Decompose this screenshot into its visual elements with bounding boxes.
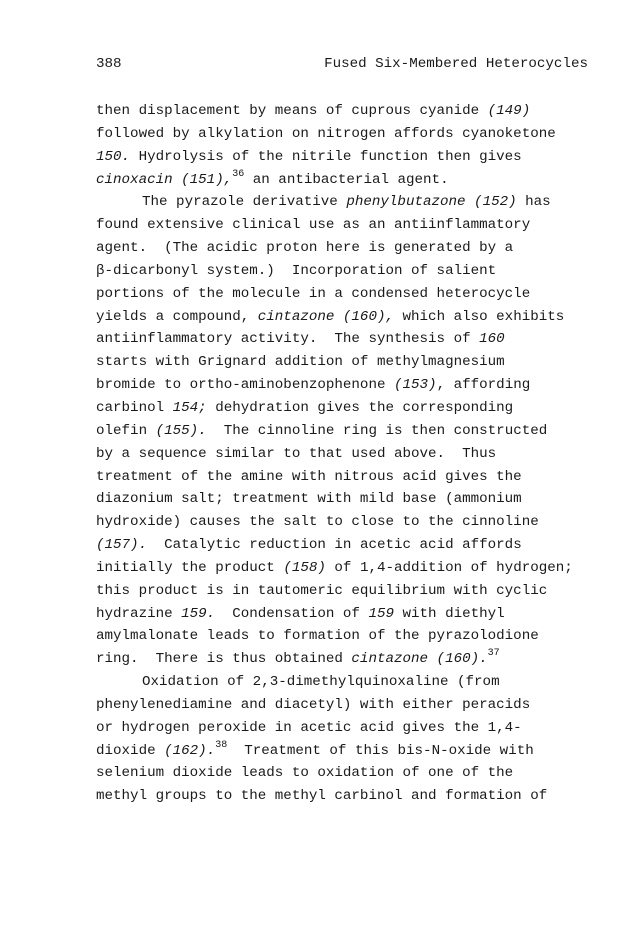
text-segment: The pyrazole derivative	[142, 194, 347, 211]
text-line	[96, 328, 616, 351]
text-segment: starts with Grignard addition of methylmagnesium	[96, 354, 505, 371]
reference-superscript: 37	[487, 648, 500, 660]
text-segment: , affording	[436, 377, 531, 394]
text-segment: by a sequence similar to that used above. Thus	[96, 445, 497, 462]
italic-text: cintazone (160),	[257, 308, 394, 325]
text-segment: this product is in tautomeric equilibrium with cyclic	[96, 582, 548, 599]
text-line	[96, 374, 616, 397]
text-line	[96, 740, 616, 763]
italic-text: 159.	[181, 605, 216, 622]
italic-text: 160	[479, 331, 505, 348]
text-segment: portions of the molecule in a condensed heterocycle	[96, 285, 531, 302]
text-line	[96, 762, 616, 785]
text-segment: Catalytic reduction in acetic acid affords	[147, 537, 522, 554]
text-segment: Oxidation of 2,3-dimethylquinoxaline (from	[142, 674, 500, 691]
text-segment: methyl groups to the methyl carbinol and formation of	[96, 788, 548, 805]
text-segment: antiinflammatory activity. The synthesis of	[96, 331, 480, 348]
text-line	[96, 214, 616, 237]
text-line	[96, 351, 616, 374]
text-segment: diazonium salt; treatment with mild base (ammonium	[96, 491, 522, 508]
text-segment: an antibacterial agent.	[244, 171, 449, 188]
italic-text: 159	[368, 605, 394, 622]
text-line	[96, 443, 616, 466]
text-line	[96, 397, 616, 420]
body-text	[96, 100, 616, 808]
text-line	[96, 146, 616, 169]
text-segment: has	[516, 194, 551, 211]
text-segment: hydrazine	[96, 605, 182, 622]
text-line	[96, 123, 616, 146]
text-segment: followed by alkylation on nitrogen affords cyanoketone	[96, 125, 556, 142]
italic-text: (153)	[394, 377, 437, 394]
text-segment: agent. (The acidic proton here is generated by a	[96, 240, 514, 257]
text-line	[96, 488, 616, 511]
page-header	[96, 56, 588, 76]
text-line	[96, 100, 616, 123]
text-segment: selenium dioxide leads to oxidation of one of the	[96, 765, 514, 782]
text-segment: olefin	[96, 422, 156, 439]
text-line	[96, 625, 616, 648]
text-segment: or hydrogen peroxide in acetic acid gives the 1,4-	[96, 719, 522, 736]
text-line	[96, 694, 616, 717]
text-segment: of 1,4-addition of hydrogen;	[325, 559, 573, 576]
text-segment: The cinnoline ring is then constructed	[206, 422, 548, 439]
text-segment: Hydrolysis of the nitrile function then gives	[130, 148, 522, 165]
italic-text: (157).	[96, 537, 148, 554]
italic-text: 154;	[172, 399, 207, 416]
text-segment: phenylenediamine and diacetyl) with either peracids	[96, 696, 531, 713]
text-line	[96, 717, 616, 740]
text-segment: then displacement by means of cuprous cyanide	[96, 103, 488, 119]
italic-text: (155).	[155, 422, 207, 439]
text-line	[96, 580, 616, 603]
text-segment: hydroxide) causes the salt to close to the cinnoline	[96, 514, 539, 531]
text-segment: Condensation of	[215, 605, 369, 622]
text-line	[96, 191, 616, 214]
text-segment: initially the product	[96, 559, 284, 576]
text-line	[96, 306, 616, 329]
italic-text: phenylbutazone (152)	[346, 194, 517, 211]
text-segment: amylmalonate leads to formation of the pyrazolodione	[96, 628, 539, 645]
text-segment: with diethyl	[394, 605, 505, 622]
text-segment: dehydration gives the corresponding	[206, 399, 514, 416]
text-line	[96, 557, 616, 580]
text-segment: which also exhibits	[394, 308, 565, 325]
text-line	[96, 260, 616, 283]
text-segment: yields a compound,	[96, 308, 258, 325]
text-line	[96, 466, 616, 489]
text-line	[96, 420, 616, 443]
text-line	[96, 283, 616, 306]
text-segment: ring. There is thus obtained	[96, 651, 352, 668]
text-segment: treatment of the amine with nitrous acid gives the	[96, 468, 522, 485]
text-line	[96, 671, 616, 694]
text-segment: found extensive clinical use as an antiinflammatory	[96, 217, 531, 234]
text-line	[96, 785, 616, 808]
reference-superscript: 36	[232, 168, 245, 180]
page-number: 388	[96, 56, 122, 72]
reference-superscript: 38	[215, 739, 228, 751]
italic-text: (149)	[487, 103, 531, 119]
text-line	[96, 534, 616, 557]
running-title: Fused Six-Membered Heterocycles	[324, 56, 588, 72]
italic-text: (162).	[164, 742, 216, 759]
italic-text: cintazone (160).	[351, 651, 488, 668]
text-segment: dioxide	[96, 742, 165, 759]
text-segment: Treatment of this bis-N-oxide with	[227, 742, 534, 759]
text-line	[96, 237, 616, 260]
italic-text: 150.	[96, 148, 131, 165]
text-segment: β-dicarbonyl system.) Incorporation of salient	[96, 262, 497, 279]
italic-text: (158)	[283, 559, 326, 576]
text-segment: bromide to ortho-aminobenzophenone	[96, 377, 394, 394]
text-line	[96, 603, 616, 626]
text-line	[96, 169, 616, 192]
italic-text: cinoxacin (151),	[96, 171, 233, 188]
text-line	[96, 648, 616, 671]
text-line	[96, 511, 616, 534]
text-segment: carbinol	[96, 399, 173, 416]
